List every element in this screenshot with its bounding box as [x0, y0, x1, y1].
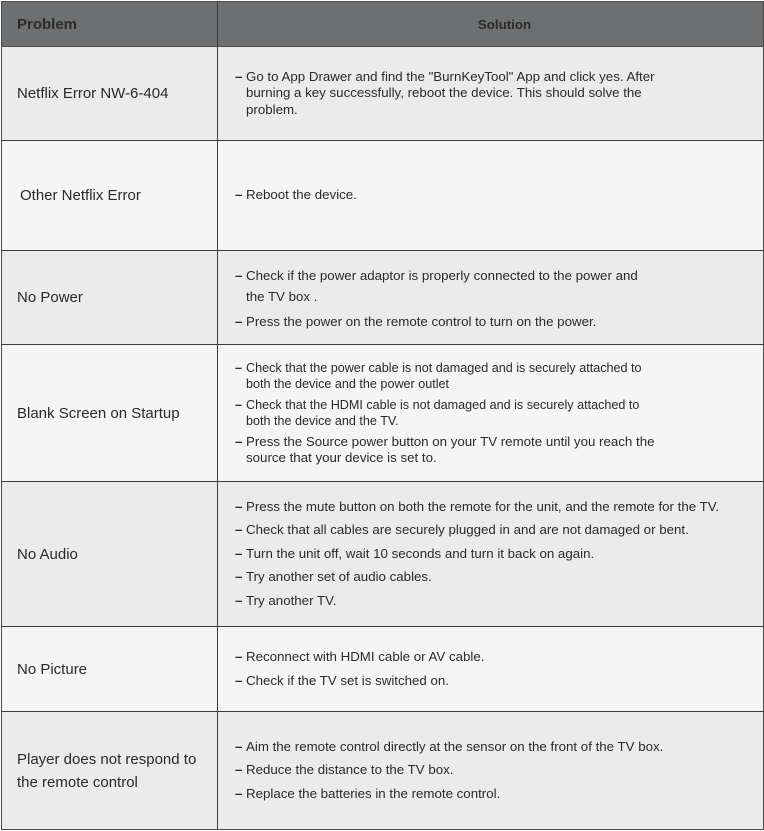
problem-cell: No Audio: [2, 482, 218, 626]
problem-cell: No Power: [2, 251, 218, 344]
solution-item: – Aim the remote control directly at the sensor on the front of the TV box.: [235, 738, 664, 754]
solution-cell: [218, 345, 763, 481]
dash-bullet-icon: –: [235, 360, 243, 375]
dash-bullet-icon: –: [235, 433, 243, 449]
dash-bullet-icon: –: [235, 522, 243, 538]
table-row: [2, 251, 763, 345]
dash-bullet-icon: –: [235, 738, 243, 754]
dash-bullet-icon: –: [235, 68, 243, 84]
header-problem: Problem: [2, 2, 218, 46]
solution-item: – Try another set of audio cables.: [235, 569, 432, 585]
troubleshooting-table: [1, 1, 764, 830]
dash-bullet-icon: –: [235, 313, 243, 329]
solution-cell: [218, 47, 763, 140]
solution-item: – Go to App Drawer and find the "BurnKeyTool" App and click yes. After burning a key successfully, reboot the device. This should solve the problem.: [235, 68, 655, 117]
dash-bullet-icon: –: [235, 649, 243, 664]
solution-item: – Press the power on the remote control to turn on the power.: [235, 313, 597, 329]
problem-cell: Blank Screen on Startup: [2, 345, 218, 481]
problem-cell: No Picture: [2, 627, 218, 711]
solution-item: – Check if the TV set is switched on.: [235, 672, 449, 688]
dash-bullet-icon: –: [235, 785, 243, 801]
table-row: [2, 627, 763, 712]
solution-item: – Check that the power cable is not damaged and is securely attached to both the device and the power outlet: [235, 360, 642, 391]
dash-bullet-icon: –: [235, 397, 243, 412]
problem-cell: Other Netflix Error: [2, 141, 218, 250]
solution-cell: [218, 251, 763, 344]
dash-bullet-icon: –: [235, 672, 243, 688]
solution-item: – Press the Source power button on your TV remote until you reach the source that your device is set to.: [235, 433, 655, 465]
solution-item: – Reboot the device.: [235, 187, 357, 203]
solution-cell: [218, 627, 763, 711]
table-row: [2, 482, 763, 627]
solution-item: – Turn the unit off, wait 10 seconds and turn it back on again.: [235, 545, 595, 561]
solution-item: – Replace the batteries in the remote control.: [235, 785, 501, 801]
dash-bullet-icon: –: [235, 187, 243, 203]
dash-bullet-icon: –: [235, 569, 243, 585]
solution-item: – Try another TV.: [235, 592, 337, 608]
table-header: [2, 2, 763, 47]
solution-cell: [218, 712, 763, 829]
solution-item: – Check that all cables are securely plugged in and are not damaged or bent.: [235, 522, 689, 538]
header-solution: Solution: [477, 16, 532, 32]
solution-item: – Check that the HDMI cable is not damaged and is securely attached to both the device and the TV.: [235, 397, 640, 428]
problem-cell: Player does not respond to the remote control: [2, 712, 218, 829]
solution-item: – Press the mute button on both the remote for the unit, and the remote for the TV.: [235, 498, 720, 514]
dash-bullet-icon: –: [235, 762, 243, 778]
solution-item: – Check if the power adaptor is properly connected to the power and the TV box .: [235, 265, 655, 307]
table-row: [2, 712, 763, 829]
solution-cell: [218, 482, 763, 626]
dash-bullet-icon: –: [235, 545, 243, 561]
table-row: [2, 47, 763, 141]
table-row: [2, 345, 763, 482]
table-row: [2, 141, 763, 251]
solution-cell: [218, 141, 763, 250]
dash-bullet-icon: –: [235, 267, 243, 283]
problem-cell: Netflix Error NW-6-404: [2, 47, 218, 140]
solution-item: – Reduce the distance to the TV box.: [235, 762, 454, 778]
dash-bullet-icon: –: [235, 498, 243, 514]
dash-bullet-icon: –: [235, 592, 243, 608]
solution-item: – Reconnect with HDMI cable or AV cable.: [235, 649, 485, 664]
